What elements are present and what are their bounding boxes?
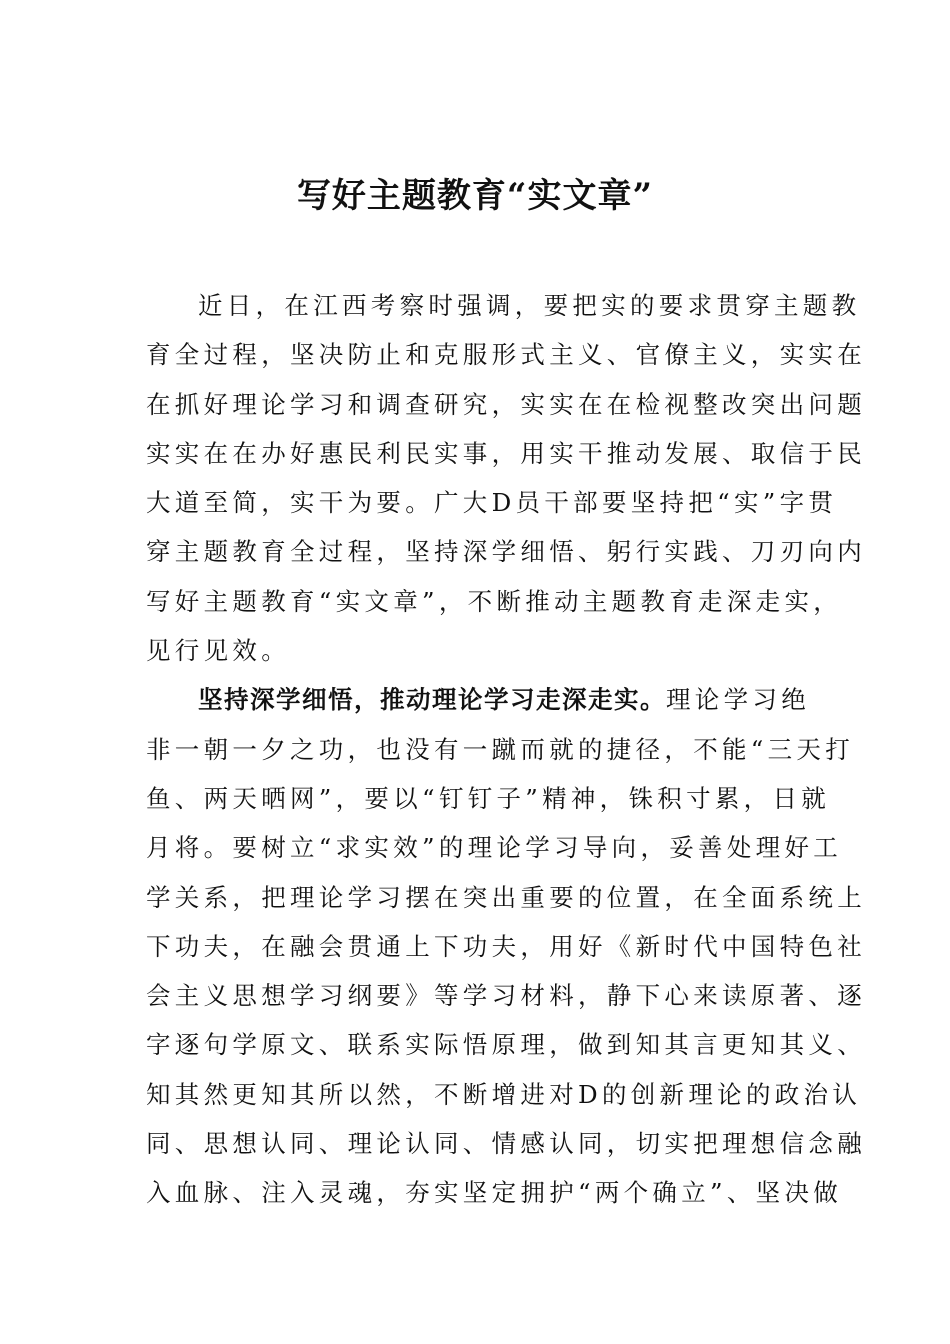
paragraph-line: 同、思想认同、理论认同、情感认同，切实把理想信念融 bbox=[146, 1129, 866, 1159]
paragraph-line: 见行见效。 bbox=[146, 636, 290, 666]
paragraph-line: 写好主题教育“实文章”，不断推动主题教育走深走实， bbox=[146, 586, 843, 616]
document-body bbox=[146, 281, 866, 1218]
paragraph-line: 下功夫，在融会贯通上下功夫，用好《新时代中国特色社 bbox=[146, 931, 866, 961]
paragraph-line: 非一朝一夕之功，也没有一蹴而就的捷径，不能“三天打 bbox=[146, 734, 855, 764]
section-heading: 坚持深学细悟，推动理论学习走深走实。 bbox=[198, 685, 666, 715]
paragraph-line bbox=[146, 675, 810, 724]
paragraph-line: 月将。要树立“求实效”的理论学习导向，妥善处理好工 bbox=[146, 833, 843, 863]
paragraph-line: 实实在在办好惠民利民实事，用实干推动发展、取信于民 bbox=[146, 438, 866, 468]
paragraph-line: 大道至简，实干为要。广大D员干部要坚持把“实”字贯 bbox=[146, 488, 838, 518]
paragraph-line: 知其然更知其所以然，不断增进对D的创新理论的政治认 bbox=[146, 1079, 862, 1109]
paragraph-line: 会主义思想学习纲要》等学习材料，静下心来读原著、逐 bbox=[146, 981, 866, 1011]
paragraph-line: 入血脉、注入灵魂，夯实坚定拥护“两个确立”、坚决做 bbox=[146, 1178, 843, 1208]
paragraph-line: 字逐句学原文、联系实际悟原理，做到知其言更知其义、 bbox=[146, 1030, 866, 1060]
paragraph-line: 学关系，把理论学习摆在突出重要的位置，在全面系统上 bbox=[146, 882, 866, 912]
paragraph-line: 穿主题教育全过程，坚持深学细悟、躬行实践、刀刃向内 bbox=[146, 537, 866, 567]
document-title: 写好主题教育“实文章” bbox=[296, 176, 654, 216]
paragraph-line: 育全过程，坚决防止和克服形式主义、官僚主义，实实在 bbox=[146, 340, 866, 370]
paragraph-text: 理论学习绝 bbox=[666, 685, 810, 715]
paragraph-line: 鱼、两天晒网”，要以“钉钉子”精神，铢积寸累，日就 bbox=[146, 783, 831, 813]
paragraph-line: 近日，在江西考察时强调，要把实的要求贯穿主题教 bbox=[198, 291, 861, 320]
paragraph-line: 在抓好理论学习和调查研究，实实在在检视整改突出问题 bbox=[146, 389, 866, 419]
